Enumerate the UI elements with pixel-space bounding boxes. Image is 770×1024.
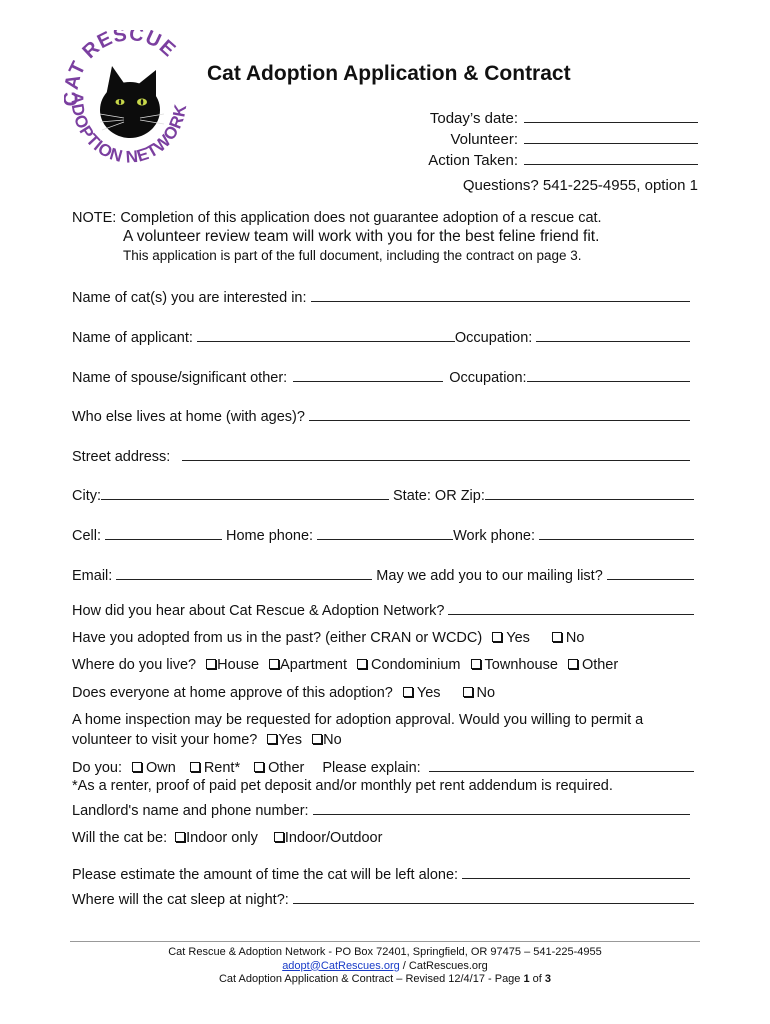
sleep-row [72,892,694,908]
adopted-row [72,630,584,646]
inspection-no-label: No [323,732,342,748]
footer-of: of [529,973,545,985]
applicant-field[interactable] [197,330,455,342]
cell-label: Cell: [72,528,102,544]
state-zip-label: State: OR Zip: [393,488,485,504]
indoor-outdoor-checkbox[interactable] [274,832,284,842]
own-rent-row [72,760,694,776]
inspection-yes-label: Yes [278,732,303,748]
footer-divider [70,941,700,942]
house-checkbox[interactable] [206,659,216,669]
apartment-label: Apartment [280,657,348,673]
logo-bottom-text: ADOPTION NETWORK [67,91,191,167]
zip-field[interactable] [485,488,694,500]
office-use-block [428,108,698,196]
spouse-label: Name of spouse/significant other: [72,370,288,386]
approve-yes-checkbox[interactable] [403,687,413,697]
spouse-row [72,370,694,386]
indoor-only-label: Indoor only [186,830,258,846]
other-housing-checkbox[interactable] [254,762,264,772]
cat-rescue-logo [64,30,192,174]
approve-yes-label: Yes [416,685,441,701]
inspection-line-1: A home inspection may be requested for adoption approval. Would you willing to permit a [72,712,644,728]
email-field[interactable] [116,568,372,580]
city-field[interactable] [101,488,389,500]
sleep-field[interactable] [293,892,694,904]
logo-top-text: T RESCUE [65,30,181,79]
apartment-checkbox[interactable] [269,659,279,669]
spouse-occupation-label: Occupation: [449,370,527,386]
action-taken-field[interactable] [524,151,698,165]
own-label: Own [145,760,176,776]
townhouse-checkbox[interactable] [471,659,481,669]
residence-question: Where do you live? [72,657,197,673]
home-phone-field[interactable] [317,528,453,540]
applicant-row [72,330,694,346]
footer-site: / CatRescues.org [399,959,488,972]
other-residence-label: Other [581,657,619,673]
approve-no-checkbox[interactable] [463,687,473,697]
inspection-row [72,732,342,748]
cat-be-label: Will the cat be: [72,830,168,846]
do-you-label: Do you: [72,760,122,776]
phone-row [72,528,694,544]
questions-phone: Questions? 541-225-4955, option 1 [462,177,698,194]
renter-note: *As a renter, proof of paid pet deposit and/or monthly pet rent addendum is required. [72,778,613,794]
footer-address: Cat Rescue & Adoption Network - PO Box 72401, Springfield, OR 97475 – 541-225-4955 [168,946,602,958]
date-label: Today’s date: [429,110,518,127]
occupation-label: Occupation: [454,330,533,346]
footer-page-total: 3 [544,973,552,985]
cat-name-label: Name of cat(s) you are interested in: [72,290,307,306]
landlord-label: Landlord's name and phone number: [72,803,309,819]
home-phone-label: Home phone: [226,528,314,544]
email-row [72,568,694,584]
condominium-checkbox[interactable] [357,659,367,669]
inspection-no-checkbox[interactable] [312,734,322,744]
indoor-outdoor-label: Indoor/Outdoor [284,830,383,846]
street-label: Street address: [72,449,171,465]
alone-row [72,867,690,883]
alone-label: Please estimate the amount of time the cat will be left alone: [72,867,459,883]
alone-field[interactable] [462,867,690,879]
footer-revision: Cat Adoption Application & Contract – Revised 12/4/17 - Page [218,973,524,985]
townhouse-label: Townhouse [484,657,558,673]
note-block [72,210,712,263]
work-phone-label: Work phone: [453,528,536,544]
page-title: Cat Adoption Application & Contract [207,62,571,85]
own-checkbox[interactable] [132,762,142,772]
mailing-list-field[interactable] [607,568,694,580]
adopted-question: Have you adopted from us in the past? (either CRAN or WCDC) [72,630,483,646]
explain-field[interactable] [429,760,694,772]
spouse-occupation-field[interactable] [527,370,690,382]
city-label: City: [72,488,101,504]
adopted-no-label: No [565,630,585,646]
applicant-label: Name of applicant: [72,330,193,346]
adopted-yes-label: Yes [506,630,530,646]
spouse-field[interactable] [293,370,443,382]
approve-no-label: No [476,685,496,701]
cell-field[interactable] [105,528,222,540]
household-label: Who else lives at home (with ages)? [72,409,305,425]
date-field[interactable] [524,109,698,123]
street-row [72,449,694,465]
cat-name-field[interactable] [311,290,690,302]
cat-head-icon [100,66,164,138]
email-label: Email: [72,568,113,584]
note-line-1: NOTE: Completion of this application does not guarantee adoption of a rescue cat. [72,210,602,226]
footer-email-link[interactable]: adopt@CatRescues.org [282,959,400,972]
indoor-row [72,830,382,846]
occupation-field[interactable] [536,330,690,342]
action-taken-label: Action Taken: [428,152,518,169]
volunteer-label: Volunteer: [450,131,518,148]
household-row [72,409,694,425]
footer-page-number: 1 [523,973,530,985]
hear-row [72,603,694,619]
condominium-label: Condominium [371,657,461,673]
volunteer-field[interactable] [524,130,698,144]
footer [70,946,700,987]
approve-question: Does everyone at home approve of this adoption? [72,685,393,701]
approve-row [72,685,495,701]
inspection-question: volunteer to visit your home? [72,732,258,748]
inspection-yes-checkbox[interactable] [267,734,277,744]
adopted-no-checkbox[interactable] [552,632,562,642]
landlord-row [72,803,694,819]
explain-label: Please explain: [322,760,421,776]
note-line-3: This application is part of the full document, including the contract on page 3. [123,248,582,263]
street-field[interactable] [182,449,690,461]
city-row [72,488,694,504]
household-field[interactable] [309,409,690,421]
rent-checkbox[interactable] [190,762,200,772]
sleep-label: Where will the cat sleep at night?: [72,892,289,908]
house-label: House [217,657,260,673]
work-phone-field[interactable] [539,528,694,540]
hear-label: How did you hear about Cat Rescue & Adoption Network? [72,603,445,619]
mailing-list-label: May we add you to our mailing list? [376,568,603,584]
adopted-yes-checkbox[interactable] [492,632,502,642]
other-residence-checkbox[interactable] [568,659,578,669]
residence-row [72,657,618,673]
other-housing-label: Other [268,760,305,776]
hear-field[interactable] [448,603,694,615]
note-line-2: A volunteer review team will work with you for the best feline friend fit. [123,228,600,245]
rent-label: Rent* [203,760,241,776]
landlord-field[interactable] [313,803,690,815]
indoor-only-checkbox[interactable] [175,832,185,842]
cat-name-row [72,290,694,306]
